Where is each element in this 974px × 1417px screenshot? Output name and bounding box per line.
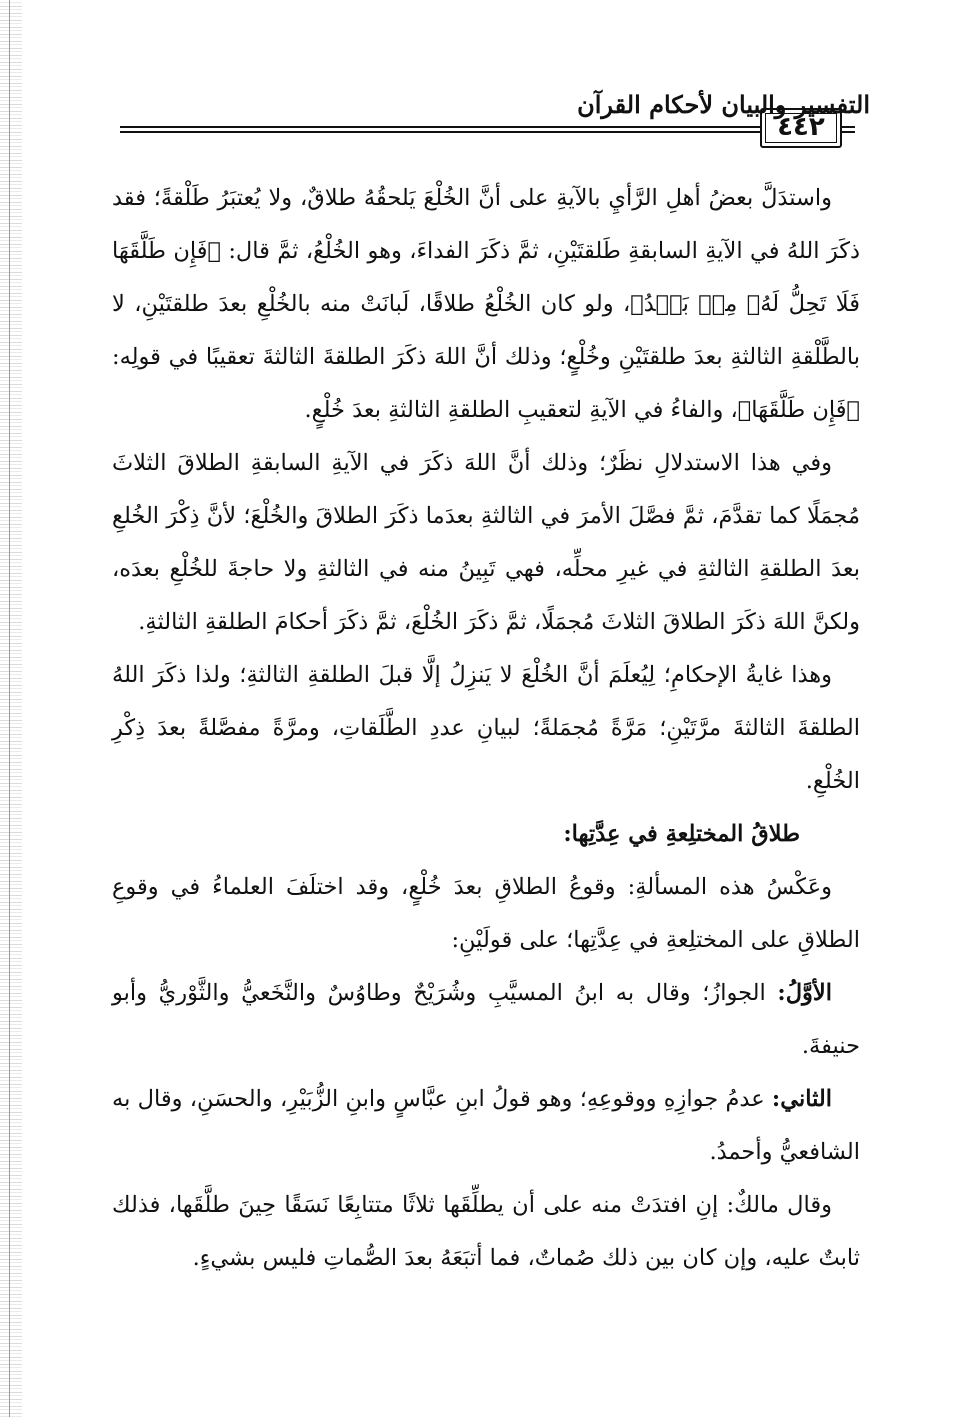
paragraph: وفي هذا الاستدلالِ نظَرٌ؛ وذلك أنَّ اللهَ ذكَرَ في الآيةِ السابقةِ الطلاقَ الثلاثَ مُجمَلًا كما تقدَّمَ، ثمَّ فصَّلَ الأمرَ في الثالثةِ بعدَما ذكَرَ الطلاقَ والخُلْعَ؛ لأنَّ ذِكْرَ الخُلعِ بعدَ الطلقةِ الثالثةِ في غيرِ محلِّه، فهي تَبِينُ منه في الثالثةِ ولا حاجةَ للخُلْعِ بعدَه، ولكنَّ اللهَ ذكَرَ الطلاقَ الثلاثَ مُجمَلًا، ثمَّ ذكَرَ الخُلْعَ، ثمَّ ذكَرَ أحكامَ الطلقةِ الثالثةِ. [112, 450, 860, 635]
page-body [112, 172, 860, 1285]
scan-edge-noise [0, 0, 22, 1417]
page-header [110, 88, 870, 148]
book-title: التفسير والبيان لأحكام القرآن [577, 90, 870, 119]
paragraph: واستدَلَّ بعضُ أهلِ الرَّأيِ بالآيةِ على أنَّ الخُلْعَ يَلحقُهُ طلاقٌ، ولا يُعتبَرُ طَلْقةً؛ فقد ذكَرَ اللهُ في الآيةِ السابقةِ طَلقتَيْنِ، ثمَّ ذكَرَ الفداءَ، وهو الخُلْعُ، ثمَّ قال: ﴿فَإِن طَلَّقَهَا فَلَا تَحِلُّ لَهُۥ مِنۢ بَعۡدُ﴾، ولو كان الخُلْعُ طلاقًا، لَبانَتْ منه بالخُلْعِ بعدَ طلقتَيْنِ، لا بالطَّلْقةِ الثالثةِ بعدَ طلقتَيْنِ وخُلْعٍ؛ وذلك أنَّ اللهَ ذكَرَ الطلقةَ الثالثةَ تعقيبًا في قولِه: ﴿فَإِن طَلَّقَهَا﴾، والفاءُ في الآيةِ لتعقيبِ الطلقةِ الثالثةِ بعدَ خُلْعٍ. [112, 185, 860, 423]
section-heading: طلاقُ المختلِعةِ في عِدَّتِها: [563, 821, 800, 847]
header-rule-bottom [120, 131, 855, 133]
paragraph-second-opinion [112, 1073, 860, 1179]
opinion-text-second: عدمُ جوازِهِ ووقوعِهِ؛ وهو قولُ ابنِ عبَّاسٍ وابنِ الزُّبَيْرِ، والحسَنِ، وقال به الشافعيُّ وأحمدُ. [112, 1086, 860, 1165]
scan-edge-line [9, 0, 10, 1417]
paragraph: وقال مالكٌ: إنِ افتدَتْ منه على أن يطلِّقَها ثلاثًا متتابِعًا نَسَقًا حِينَ طلَّقَها، فذلك ثابتٌ عليه، وإن كان بين ذلك صُماتٌ، فما أتبَعَهُ بعدَ الصُّماتِ فليس بشيءٍ. [112, 1192, 860, 1271]
header-rule-top [120, 126, 855, 128]
opinion-lead-second: الثاني: [771, 1086, 832, 1112]
paragraph: وهذا غايةُ الإحكامِ؛ لِيُعلَمَ أنَّ الخُلْعَ لا يَنزِلُ إلَّا قبلَ الطلقةِ الثالثةِ؛ ولذا ذكَرَ اللهُ الطلقةَ الثالثةَ مرَّتَيْنِ؛ مَرَّةً مُجمَلةً؛ لبيانِ عددِ الطَّلَقاتِ، ومرَّةً مفصَّلةً بعدَ ذِكْرِ الخُلْعِ. [112, 662, 860, 794]
page-number: ٤٤٢ [777, 112, 825, 142]
opinion-text-first: الجوازُ؛ وقال به ابنُ المسيَّبِ وشُرَيْحٌ وطاوُسٌ والنَّخَعيُّ والثَّوْريُّ وأبو حنيفةَ. [112, 980, 860, 1059]
paragraph: وعَكْسُ هذه المسألةِ: وقوعُ الطلاقِ بعدَ خُلْعٍ، وقد اختلَفَ العلماءُ في وقوعِ الطلاقِ على المختلِعةِ في عِدَّتِها؛ على قولَيْنِ: [112, 874, 860, 953]
opinion-lead-first: الأوَّلُ: [777, 980, 832, 1006]
paragraph-first-opinion [112, 967, 860, 1073]
